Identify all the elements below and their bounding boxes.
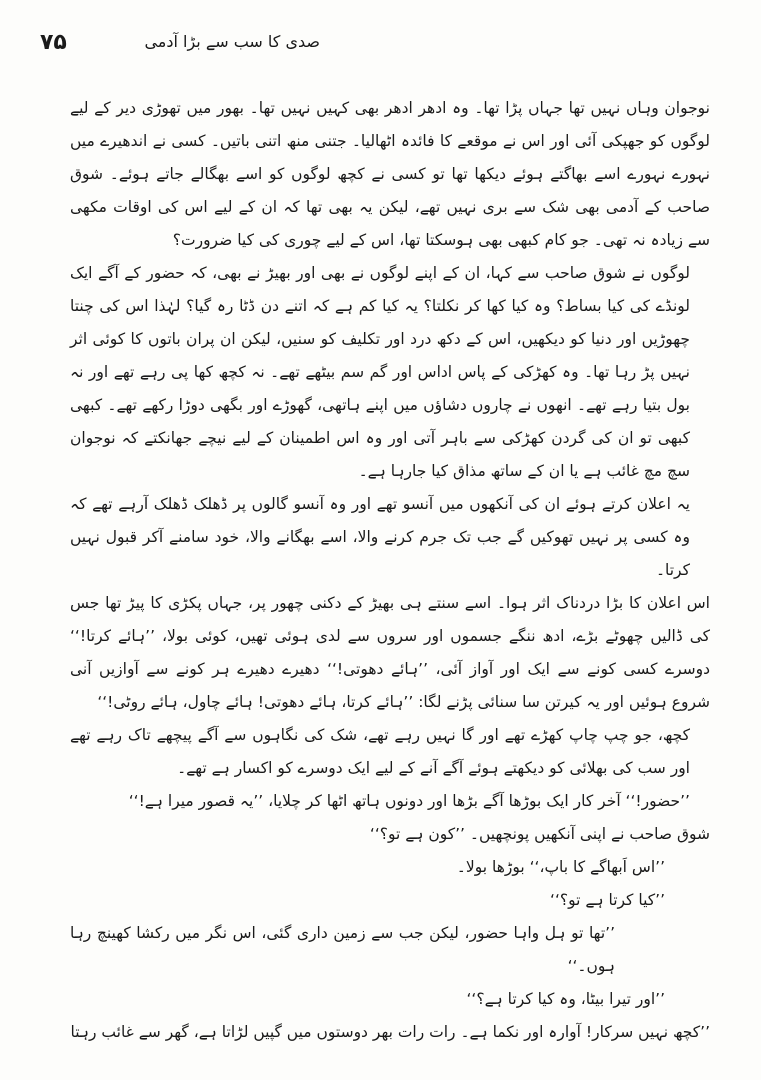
paragraph: اس اعلان کا بڑا دردناک اثر ہوا۔ اسے سنتے ہی بھیڑ کے دکنی چھور پر، جہاں پکڑی کا پیڑ تھا جس کی ڈالیں چھوٹے بڑے، ادھ ننگے جسموں اور سروں سے لدی ہوئی تھیں، کوئی بولا، ’’ہائے کرتا!‘‘ دوسرے کسی کونے سے ایک اور آواز آئی، ’’ہائے دھوتی!‘‘ دھیرے دھیرے ہر کونے سے آوازیں آنی شروع ہوئیں اور یہ کیرتن سا سنائی پڑنے لگا: ’’ہائے کرتا، ہائے دھوتی! ہائے چاول، ہائے روٹی!‘‘: [70, 594, 710, 711]
dialogue-line: ’’کچھ نہیں سرکار! آوارہ اور نکما ہے۔ رات رات بھر دوستوں میں گپیں لڑاتا ہے، گھر سے غائب رہتا: [70, 1023, 710, 1041]
dialogue-line: ’’اس اَبھاگے کا باپ،‘‘ بوڑھا بولا۔: [456, 858, 665, 876]
paragraph: نوجوان وہاں نہیں تھا جہاں پڑا تھا۔ وہ ادھر ادھر بھی کہیں نہیں تھا۔ بھور میں تھوڑی دیر کے لیے لوگوں کو جھپکی آئی اور اس نے موقعے کا فائدہ اٹھالیا۔ جتنی منھ اتنی باتیں۔ کسی نے اندھیرے میں نہورے نہورے اسے بھاگتے ہوئے دیکھا تھا تو کسی نے کچھ لوگوں کو اسے بھگالے جاتے ہوئے۔ شوق صاحب کے آدمی بھی شک سے بری نہیں تھے، لیکن یہ بھی تھا کہ ان کے لیے اس کی اوقات مکھی سے زیادہ نہ تھی۔ جو کام کبھی بھی ہوسکتا تھا، اس کے لیے چوری کی کیا ضرورت؟: [70, 99, 710, 249]
paragraph: لوگوں نے شوق صاحب سے کہا، ان کے اپنے لوگوں نے بھی اور بھیڑ نے بھی، کہ حضور کے آگے ایک لونڈے کی کیا بساط؟ وہ کیا کھا کر نکلتا؟ یہ کیا کم ہے کہ اتنے دن ڈٹا رہ گیا؟ لہٰذا اس کی چنتا چھوڑیں اور دنیا کو دیکھیں، اس کے دکھ درد اور تکلیف کو سنیں، لیکن ان پران باتوں کا کوئی اثر نہیں پڑ رہا تھا۔ وہ کھڑکی کے پاس اداس اور گم سم بیٹھے تھے۔ نہ کچھ کھا پی رہے تھے اور نہ بول بتیا رہے تھے۔ انھوں نے چاروں دشاؤں میں اپنے ہاتھی، گھوڑے اور بگھی دوڑا رکھے تھے۔ کبھی کبھی تو ان کی گردن کھڑکی سے باہر آتی اور وہ اس اطمینان کے لیے نیچے جھانکتے کہ نوجوان سچ مچ غائب ہے یا ان کے ساتھ مذاق کیا جارہا ہے۔: [70, 264, 690, 480]
page-header: [40, 30, 721, 66]
page-number: ۷۵: [40, 30, 67, 55]
paragraph: یہ اعلان کرتے ہوئے ان کی آنکھوں میں آنسو تھے اور وہ آنسو گالوں پر ڈھلک ڈھلک آرہے تھے کہ وہ کسی پر نہیں تھوکیں گے جب تک جرم کرنے والا، اسے بھگانے والا، خود سامنے آکر قبول نہیں کرتا۔: [70, 495, 690, 579]
running-title: صدی کا سب سے بڑا آدمی: [144, 32, 320, 51]
dialogue-line: ’’تھا تو ہل واہا حضور، لیکن جب سے زمین داری گئی، اس نگر میں رکشا کھینچ رہا ہوں۔‘‘: [70, 924, 615, 975]
dialogue-line: ’’کیا کرتا ہے تو؟‘‘: [550, 891, 665, 909]
dialogue-line: ’’حضور!‘‘ آخر کار ایک بوڑھا آگے بڑھا اور دونوں ہاتھ اٹھا کر چلایا، ’’یہ قصور میرا ہے!‘‘: [128, 792, 690, 810]
dialogue-line: ’’اور تیرا بیٹا، وہ کیا کرتا ہے؟‘‘: [466, 990, 665, 1008]
body-text: [70, 92, 710, 1049]
dialogue-line: شوق صاحب نے اپنی آنکھیں پونچھیں۔ ’’کون ہے تو؟‘‘: [369, 825, 710, 843]
paragraph: کچھ، جو چپ چاپ کھڑے تھے اور گا نہیں رہے تھے، شک کی نگاہوں سے آگے پیچھے تاک رہے تھے اور سب کی بھلائی کو دیکھتے ہوئے آگے آنے کے لیے ایک دوسرے کو اکسار ہے تھے۔: [70, 726, 690, 777]
